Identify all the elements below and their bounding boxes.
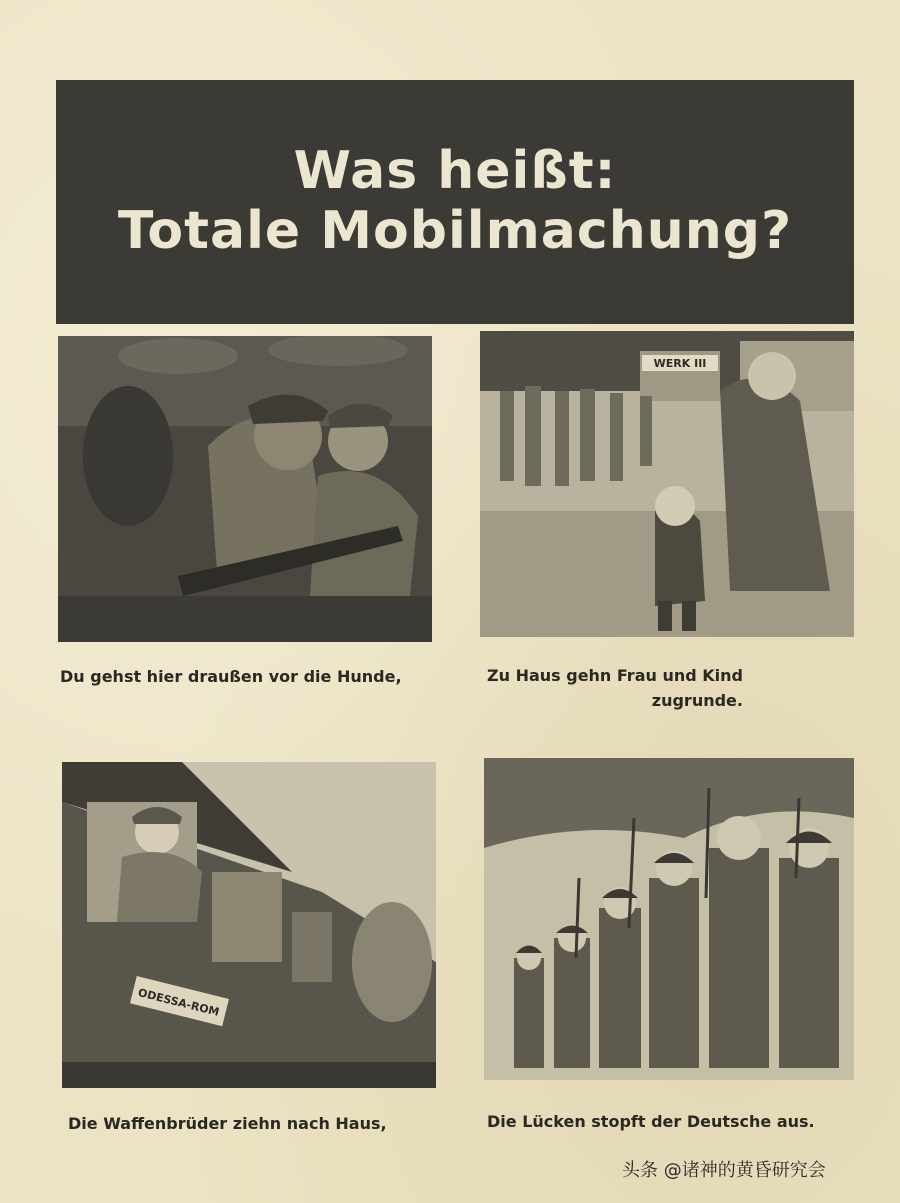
- title-line-2: Totale Mobilmachung?: [117, 201, 793, 261]
- title-line-1: Was heißt:: [293, 141, 617, 202]
- title-banner: [56, 80, 854, 324]
- caption-panel-2-line-1: Zu Haus gehn Frau und Kind: [487, 666, 743, 685]
- caption-panel-3: Die Waffenbrüder ziehn nach Haus,: [68, 1114, 387, 1133]
- watermark-text: 头条 @诸神的黄昏研究会: [622, 1160, 826, 1181]
- illustration-marching-soldiers: [484, 758, 854, 1080]
- caption-panel-2-line-2: zugrunde.: [651, 691, 743, 710]
- caption-panel-4: Die Lücken stopft der Deutsche aus.: [487, 1112, 815, 1131]
- illustration-mother-child: [480, 331, 854, 637]
- destination-sign: ODESSA-ROM: [136, 986, 221, 1019]
- illustration-train: [62, 762, 436, 1088]
- caption-panel-2: [487, 666, 743, 710]
- werk-sign: WERK III: [653, 357, 707, 370]
- caption-panel-1: Du gehst hier draußen vor die Hunde,: [60, 667, 402, 686]
- illustration-soldiers-front: [58, 336, 432, 642]
